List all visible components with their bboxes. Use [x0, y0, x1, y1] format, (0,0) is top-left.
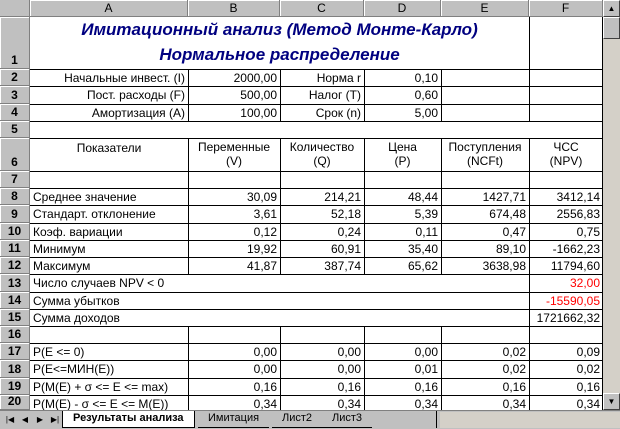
summary-value-negative-count[interactable]: 32,00 [569, 276, 600, 290]
prob-label: P(E <= 0) [33, 345, 85, 359]
stat-value[interactable]: 0,12 [253, 225, 277, 239]
tab-splitter[interactable] [436, 411, 437, 428]
param-label: Начальные инвест. (I) [64, 71, 185, 85]
stat-value[interactable]: 41,87 [246, 259, 277, 273]
prev-sheet-icon[interactable]: ◀ [21, 415, 29, 424]
tab-sheet2[interactable]: Лист2 [272, 411, 322, 428]
stat-value[interactable]: 19,92 [246, 242, 277, 256]
param-value[interactable]: 100,00 [240, 106, 277, 120]
vertical-scrollbar[interactable] [603, 0, 620, 410]
param-label: Налог (T) [308, 88, 361, 102]
column-header-c[interactable]: C [280, 0, 364, 17]
stat-value[interactable]: 65,62 [407, 259, 438, 273]
prob-value[interactable]: 0,01 [414, 362, 438, 376]
sheet-title-line2: Нормальное распределение [159, 45, 400, 64]
table-header-quantity: Количество (Q) [289, 140, 355, 168]
stat-label: Среднее значение [33, 190, 137, 204]
stat-value[interactable]: 3638,98 [482, 259, 526, 273]
prob-value[interactable]: 0,09 [576, 345, 600, 359]
horizontal-scrollbar[interactable] [440, 412, 620, 428]
param-label: Срок (n) [315, 106, 361, 120]
stat-value[interactable]: 0,47 [502, 225, 526, 239]
prob-value[interactable]: 0,16 [253, 380, 277, 394]
param-value[interactable]: 0,10 [414, 71, 438, 85]
column-header-a[interactable]: A [30, 0, 188, 17]
row-header-15[interactable]: 15 [0, 309, 30, 326]
scroll-down-icon[interactable]: ▼ [603, 393, 620, 410]
row-header-20[interactable]: 20 [0, 395, 30, 410]
prob-value[interactable]: 0,34 [414, 397, 438, 410]
prob-value[interactable]: 0,02 [502, 362, 526, 376]
stat-value[interactable]: 5,39 [414, 207, 438, 221]
prob-value[interactable]: 0,02 [502, 345, 526, 359]
prob-value[interactable]: 0,00 [337, 362, 361, 376]
stat-value[interactable]: 214,21 [324, 190, 361, 204]
first-sheet-icon[interactable]: |◀ [5, 415, 15, 424]
row-header-2[interactable]: 2 [0, 69, 30, 86]
stat-value[interactable]: 3,61 [253, 207, 277, 221]
row-header-17[interactable]: 17 [0, 343, 30, 360]
summary-label: Сумма убытков [33, 294, 120, 308]
row-header-13[interactable]: 13 [0, 274, 30, 292]
column-header-d[interactable]: D [364, 0, 441, 17]
row-header-9[interactable]: 9 [0, 205, 30, 223]
scroll-up-icon[interactable]: ▲ [603, 0, 620, 17]
row-header-16[interactable]: 16 [0, 326, 30, 343]
stat-value[interactable]: 2556,83 [556, 207, 600, 221]
stat-value[interactable]: 35,40 [407, 242, 438, 256]
row-header-6[interactable]: 6 [0, 138, 30, 171]
grid-line [30, 326, 603, 327]
table-header-price: Цена (P) [388, 140, 417, 168]
param-label: Пост. расходы (F) [86, 88, 185, 102]
select-all-corner[interactable] [0, 0, 30, 17]
param-value[interactable]: 5,00 [414, 106, 438, 120]
param-label: Амортизация (A) [91, 106, 185, 120]
prob-value[interactable]: 0,34 [502, 397, 526, 410]
row-header-11[interactable]: 11 [0, 240, 30, 257]
prob-value[interactable]: 0,00 [414, 345, 438, 359]
stat-value[interactable]: 0,75 [576, 225, 600, 239]
stat-label: Максимум [33, 259, 91, 273]
prob-value[interactable]: 0,34 [253, 397, 277, 410]
param-value[interactable]: 2000,00 [233, 71, 277, 85]
column-header-f[interactable]: F [529, 0, 603, 17]
prob-label: P(M(E) + σ <= E <= max) [33, 380, 169, 394]
stat-label: Стандарт. отклонение [33, 207, 156, 221]
tab-sheet3[interactable]: Лист3 [322, 411, 372, 428]
prob-value[interactable]: 0,00 [253, 345, 277, 359]
row-header-1[interactable]: 1 [0, 17, 30, 69]
row-header-3[interactable]: 3 [0, 86, 30, 104]
summary-label: Сумма доходов [33, 311, 120, 325]
prob-label: P(E<=МИН(E)) [33, 362, 115, 376]
prob-label: P(M(E) - σ <= E <= M(E)) [33, 397, 169, 410]
stat-value[interactable]: 60,91 [330, 242, 361, 256]
table-header-npv: ЧСС (NPV) [549, 140, 583, 168]
column-header-b[interactable]: B [188, 0, 280, 17]
param-value[interactable]: 500,00 [240, 88, 277, 102]
sheet-title-line1: Имитационный анализ (Метод Монте-Карло) [81, 20, 478, 39]
row-header-8[interactable]: 8 [0, 188, 30, 205]
grid-line [30, 121, 603, 122]
prob-value[interactable]: 0,16 [502, 380, 526, 394]
prob-value[interactable]: 0,16 [414, 380, 438, 394]
row-header-19[interactable]: 19 [0, 378, 30, 395]
stat-value[interactable]: 52,18 [330, 207, 361, 221]
row-header-12[interactable]: 12 [0, 257, 30, 274]
stat-value[interactable]: 0,11 [415, 225, 438, 239]
summary-value-losses[interactable]: -15590,05 [545, 294, 600, 308]
row-header-4[interactable]: 4 [0, 104, 30, 121]
param-value[interactable]: 0,60 [414, 88, 438, 102]
last-sheet-icon[interactable]: ▶| [50, 415, 60, 424]
grid-line [441, 69, 442, 121]
stat-value[interactable]: 89,10 [495, 242, 526, 256]
prob-value[interactable]: 0,16 [337, 380, 361, 394]
summary-value-income[interactable]: 1721662,32 [536, 311, 600, 325]
stat-value[interactable]: 3412,14 [556, 190, 600, 204]
scroll-thumb[interactable] [603, 17, 620, 39]
tab-simulation[interactable]: Имитация [198, 411, 269, 428]
stat-value[interactable]: 11794,60 [550, 259, 600, 273]
stat-value[interactable]: -1662,23 [552, 242, 600, 256]
prob-value[interactable]: 0,34 [576, 397, 600, 410]
prob-value[interactable]: 0,00 [337, 345, 361, 359]
stat-value[interactable]: 387,74 [324, 259, 361, 273]
stat-value[interactable]: 30,09 [246, 190, 277, 204]
next-sheet-icon[interactable]: ▶ [36, 415, 44, 424]
grid-line [30, 171, 603, 172]
row-header-10[interactable]: 10 [0, 223, 30, 240]
prob-value[interactable]: 0,16 [576, 380, 600, 394]
table-header-indicators: Показатели [76, 141, 142, 155]
tab-results-analysis[interactable]: Результаты анализа [62, 411, 195, 428]
sheet-tab-bar [0, 410, 620, 429]
row-header-7[interactable]: 7 [0, 171, 30, 188]
table-header-ncf: Поступления (NCFt) [448, 140, 522, 168]
stat-value[interactable]: 0,24 [337, 225, 361, 239]
stat-label: Минимум [33, 242, 86, 256]
summary-label: Число случаев NPV < 0 [33, 276, 165, 290]
row-header-14[interactable]: 14 [0, 292, 30, 309]
column-header-e[interactable]: E [441, 0, 529, 17]
prob-value[interactable]: 0,02 [576, 362, 600, 376]
param-label: Норма r [316, 71, 361, 85]
stat-label: Коэф. вариации [33, 225, 123, 239]
stat-value[interactable]: 674,48 [489, 207, 526, 221]
table-header-variable: Переменные (V) [197, 140, 271, 168]
prob-value[interactable]: 0,00 [253, 362, 277, 376]
row-header-18[interactable]: 18 [0, 360, 30, 378]
prob-value[interactable]: 0,34 [337, 397, 361, 410]
row-header-5[interactable]: 5 [0, 121, 30, 138]
grid-line [30, 138, 603, 139]
stat-value[interactable]: 48,44 [407, 190, 438, 204]
stat-value[interactable]: 1427,71 [482, 190, 526, 204]
